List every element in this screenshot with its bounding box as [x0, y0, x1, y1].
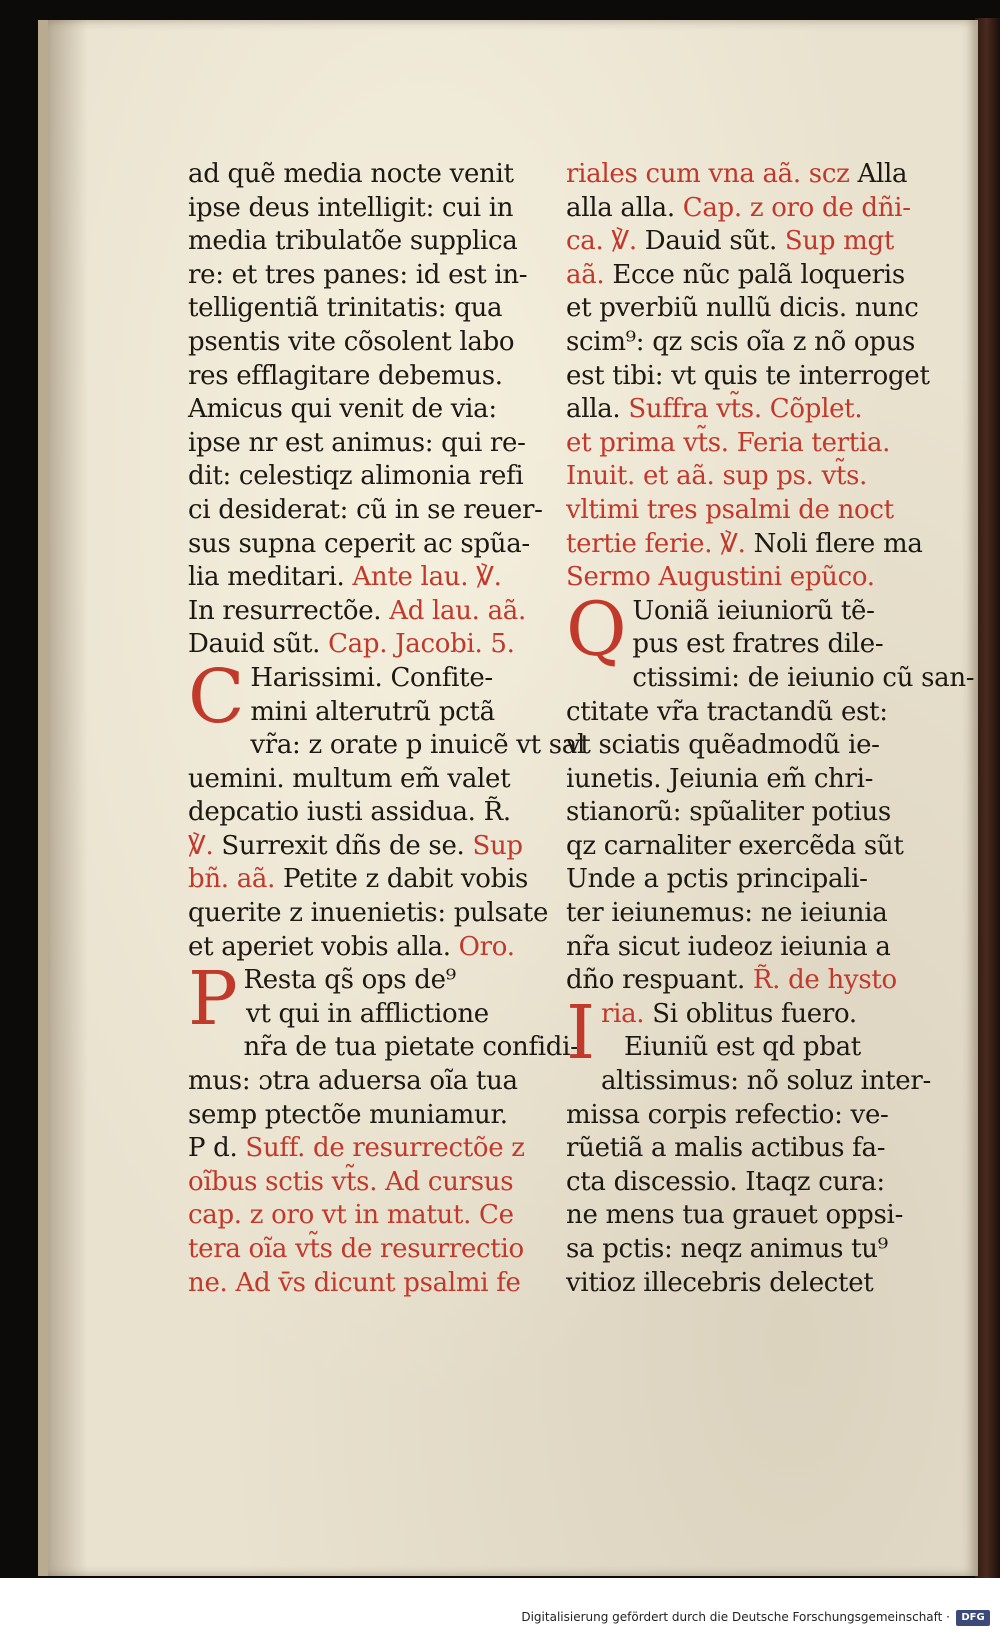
text-line — [188, 1065, 588, 1099]
text-line — [188, 931, 588, 965]
black-text: vr̃a: z orate p inuicẽ vt sal — [250, 730, 586, 761]
text-line — [566, 427, 976, 461]
black-text: depcatio iusti assidua. R̃. — [188, 797, 511, 828]
footer-bar — [0, 1578, 1000, 1632]
black-text: ter ieiunemus: ne ieiunia — [566, 898, 888, 929]
black-text: ipse deus intelligit: cui in — [188, 192, 514, 223]
black-text: re: et tres panes: id est in- — [188, 259, 528, 290]
text-line — [188, 259, 588, 293]
black-text: psentis vite cõsolent labo — [188, 326, 515, 357]
right-text-column — [566, 158, 976, 1300]
text-line — [566, 528, 976, 562]
text-line — [188, 696, 588, 730]
rubric-text: Sup mgt — [776, 226, 895, 257]
black-text: Eiuniũ est qd pbat — [624, 1032, 861, 1063]
text-line — [188, 729, 588, 763]
black-text: Ecce nũc palã loqueris — [604, 259, 905, 290]
black-text: missa corpis refectio: ve- — [566, 1099, 889, 1130]
text-line — [566, 763, 976, 797]
text-line — [566, 1132, 976, 1166]
text-line — [188, 427, 588, 461]
black-text: vitioz illecebris delectet — [566, 1267, 874, 1298]
black-text: alla alla. — [566, 192, 675, 223]
black-text: Dauid sũt. — [636, 226, 777, 257]
rubric-text: riales cum vna aã. scz — [566, 159, 850, 189]
text-line — [188, 225, 588, 259]
black-text: ctissimi: de ieiunio cũ san- — [632, 662, 975, 693]
rubricated-initial: Q — [566, 586, 627, 673]
black-text: querite z inuenietis: pulsate — [188, 898, 549, 929]
text-line — [188, 158, 588, 192]
black-text: nr̃a sicut iudeoz ieiunia a — [566, 931, 891, 962]
black-text: media tribulatõe supplica — [188, 226, 518, 257]
rubric-text: oĩbus sctis vt̃s. Ad cursus — [188, 1166, 514, 1197]
rubric-text: ria. — [600, 998, 645, 1029]
text-line — [566, 897, 976, 931]
black-text: vt sciatis quẽadmodũ ie- — [566, 730, 880, 761]
text-line — [566, 628, 976, 662]
black-text: vt qui in afflictione — [246, 998, 489, 1029]
rubric-text: Ad lau. aã. — [381, 595, 526, 626]
black-text: sa pctis: neqz animus tu⁹ — [566, 1234, 888, 1264]
black-text: stianorũ: spũaliter potius — [566, 797, 891, 828]
black-text: sus supna ceperit ac spũa- — [188, 528, 530, 559]
black-text: cta discessio. Itaqz cura: — [566, 1166, 885, 1197]
black-text: Harissimi. Confite- — [250, 662, 493, 693]
rubric-text: Suffra vt̃s. Cõplet. — [620, 394, 863, 425]
text-line — [188, 192, 588, 226]
text-line — [188, 897, 588, 931]
text-line — [566, 931, 976, 965]
black-text: Dauid sũt. — [188, 629, 321, 660]
black-text: nr̃a de tua pietate confidi- — [243, 1032, 579, 1063]
text-line — [566, 696, 976, 730]
footer-credit: Digitalisierung gefördert durch die Deutsche Forschungsgemeinschaft · — [521, 1610, 950, 1624]
text-line — [566, 796, 976, 830]
rubricated-initial: P — [188, 956, 238, 1043]
black-text: Petite z dabit vobis — [275, 864, 529, 895]
text-line — [566, 863, 976, 897]
text-line — [566, 158, 976, 192]
black-text: Uoniã ieiuniorũ tẽ- — [632, 595, 875, 626]
black-text: mus: ɔtra aduersa oĩa tua — [188, 1066, 518, 1097]
text-line — [566, 1166, 976, 1200]
black-text: res efflagitare debemus. — [188, 360, 503, 391]
black-text: mini alterutrũ pctã — [250, 696, 495, 727]
rubricated-initial: C — [188, 653, 245, 740]
text-line — [566, 292, 976, 326]
rubricated-initial: I — [566, 989, 595, 1076]
rubric-text: R̃. de hysto — [744, 965, 897, 996]
text-line — [188, 393, 588, 427]
text-line — [188, 360, 588, 394]
left-text-column — [188, 158, 588, 1300]
rubric-text: Suff. de resurrectõe z — [237, 1133, 525, 1164]
rubric-text: bñ. aã. — [188, 864, 276, 895]
rubric-text: et prima vt̃s. Feria tertia. — [566, 427, 891, 458]
dfg-logo: DFG — [956, 1610, 990, 1626]
text-line — [566, 360, 976, 394]
text-line — [566, 1099, 976, 1133]
text-line — [188, 763, 588, 797]
black-text: P d. — [188, 1133, 238, 1164]
black-text: ipse nr est animus: qui re- — [188, 427, 526, 458]
text-line — [566, 1267, 976, 1301]
black-text: Amicus qui venit de via: — [188, 394, 497, 425]
black-text: Resta qs̃ ops de⁹ — [243, 965, 456, 996]
black-text: ad quẽ media nocte venit — [188, 159, 514, 189]
text-line — [188, 1031, 588, 1065]
text-line — [188, 1199, 588, 1233]
black-text: dit: celestiqz alimonia refi — [188, 461, 524, 492]
text-line — [566, 225, 976, 259]
rubric-text: vltimi tres psalmi de noct — [566, 494, 894, 525]
black-text: lia meditari. — [188, 562, 345, 593]
rubric-text: Sermo Augustini epũco. — [566, 562, 875, 593]
text-line — [566, 729, 976, 763]
text-line — [188, 326, 588, 360]
text-line — [566, 1199, 976, 1233]
text-line — [188, 528, 588, 562]
rubric-text: tertie ferie. ℣. — [566, 528, 746, 559]
text-line — [188, 1166, 588, 1200]
black-text: Surrexit dñs de se. — [213, 830, 465, 861]
text-line — [188, 460, 588, 494]
rubric-text: Cap. z oro de dñi- — [674, 192, 911, 223]
rubric-text: Oro. — [450, 931, 515, 962]
text-line — [188, 830, 588, 864]
text-line — [188, 561, 588, 595]
black-text: est tibi: vt quis te interroget — [566, 360, 930, 391]
black-text: Si oblitus fuero. — [644, 998, 857, 1029]
text-line — [188, 595, 588, 629]
black-text: telligentiã trinitatis: qua — [188, 293, 503, 324]
rubric-text: cap. z oro vt in matut. Ce — [188, 1200, 514, 1231]
black-text: et aperiet vobis alla. — [188, 931, 451, 962]
black-text: Noli flere ma — [745, 528, 923, 559]
black-text: ctitate vr̃a tractandũ est: — [566, 696, 888, 727]
text-line — [566, 192, 976, 226]
rubric-text: aã. — [566, 259, 605, 290]
rubric-text: Cap. Jacobi. 5. — [320, 629, 515, 660]
rubric-text: Inuit. et aã. sup ps. vt̃s. — [566, 461, 868, 492]
book-cover-edge — [975, 18, 1000, 1578]
black-text: et pverbiũ nullũ dicis. nunc — [566, 293, 919, 324]
text-line — [566, 830, 976, 864]
gutter-shadow — [48, 20, 88, 1576]
black-text: rũetiã a malis actibus fa- — [566, 1133, 886, 1164]
black-text: dño respuant. — [566, 965, 745, 996]
text-line — [188, 998, 588, 1032]
rubric-text: ca. ℣. — [566, 226, 637, 257]
text-line — [566, 494, 976, 528]
black-text: ne mens tua grauet oppsi- — [566, 1200, 904, 1231]
black-text: ci desiderat: cũ in se reuer- — [188, 494, 543, 525]
rubric-text: ne. Ad v̄s dicunt psalmi fe — [188, 1267, 521, 1298]
text-line — [188, 494, 588, 528]
text-line — [188, 1132, 588, 1166]
text-line — [566, 1065, 976, 1099]
text-line — [566, 460, 976, 494]
text-line — [566, 1031, 976, 1065]
text-line — [188, 863, 588, 897]
black-text: uemini. multum em̃ valet — [188, 763, 511, 794]
black-text: scim⁹: qz scis oĩa z nõ opus — [566, 326, 916, 357]
text-line — [188, 1267, 588, 1301]
black-text: pus est fratres dile- — [632, 629, 884, 660]
text-line — [566, 561, 976, 595]
rubric-text: ℣. — [188, 830, 214, 861]
black-text: altissimus: nõ soluz inter- — [600, 1066, 931, 1097]
text-line — [566, 662, 976, 696]
black-text: alla. — [566, 394, 621, 425]
text-line — [566, 1233, 976, 1267]
text-line — [566, 393, 976, 427]
text-line — [188, 796, 588, 830]
text-line — [188, 1099, 588, 1133]
black-text: Unde a pctis principali- — [566, 864, 868, 895]
rubric-text: Sup — [464, 830, 523, 861]
rubric-text: tera oĩa vt̃s de resurrectio — [188, 1234, 524, 1264]
text-line — [188, 292, 588, 326]
black-text: semp ptectõe muniamur. — [188, 1099, 508, 1130]
black-text: qz carnaliter exercẽda sũt — [566, 830, 904, 861]
text-line — [566, 259, 976, 293]
rubric-text: Ante lau. ℣. — [344, 562, 502, 593]
black-text: Alla — [849, 159, 908, 189]
black-text: iunetis. Jeiunia em̃ chri- — [566, 763, 874, 794]
book-page — [38, 20, 978, 1576]
text-line — [566, 326, 976, 360]
text-line — [188, 1233, 588, 1267]
text-line — [566, 964, 976, 998]
text-line — [188, 628, 588, 662]
black-text: In resurrectõe. — [188, 595, 382, 626]
